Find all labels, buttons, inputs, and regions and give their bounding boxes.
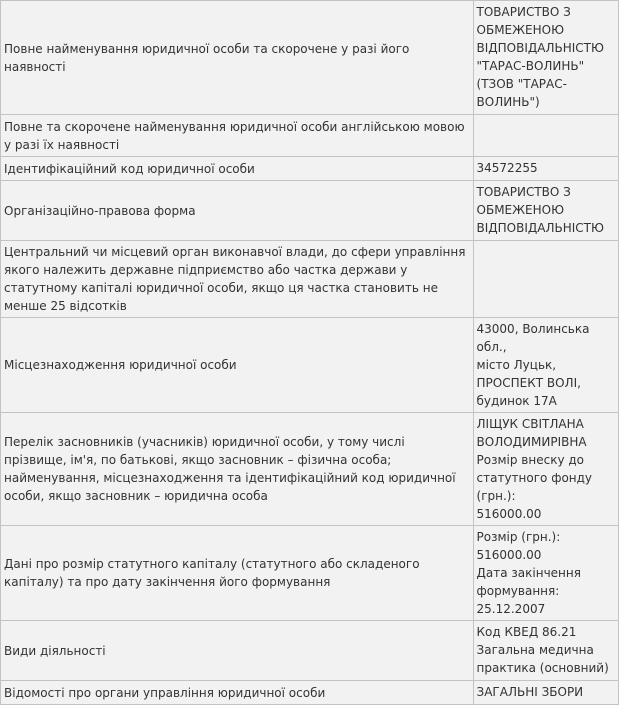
value-line: (ТЗОВ "ТАРАС- <box>476 77 567 91</box>
value-line: Загальна медична <box>476 643 594 657</box>
row-legal-form <box>1 181 619 241</box>
row-label: Повне найменування юридичної особи та скорочене у разі його наявності <box>1 1 474 115</box>
value-line: ОБМЕЖЕНОЮ <box>476 203 565 217</box>
value-line: формування: <box>476 584 560 598</box>
value-line: Розмір (грн.): 516000.00 <box>476 530 561 562</box>
row-value <box>473 621 618 681</box>
value-line: статутного фонду (грн.): <box>476 471 593 503</box>
value-line: 25.12.2007 <box>476 602 546 616</box>
value-line: практика (основний) <box>476 661 609 675</box>
row-value <box>473 526 618 621</box>
row-management-bodies <box>1 681 619 705</box>
value-line: ТОВАРИСТВО З <box>476 185 571 199</box>
value-line: ТОВАРИСТВО З <box>476 5 571 19</box>
value-line: ВОЛОДИМИРІВНА <box>476 435 587 449</box>
row-english-name <box>1 115 619 157</box>
row-governing-authority <box>1 241 619 318</box>
value-line: будинок 17А <box>476 394 557 408</box>
row-full-name <box>1 1 619 115</box>
row-value <box>473 115 618 157</box>
value-line: ОБМЕЖЕНОЮ <box>476 23 565 37</box>
value-line: ВОЛИНЬ") <box>476 95 540 109</box>
value-line: ВІДПОВІДАЛЬНІСТЮ <box>476 41 604 55</box>
row-label: Дані про розмір статутного капіталу (статутного або складеного капіталу) та про дату закінчення його формування <box>1 526 474 621</box>
value-line: ВІДПОВІДАЛЬНІСТЮ <box>476 221 604 235</box>
row-founders <box>1 413 619 526</box>
row-label: Перелік засновників (учасників) юридичної особи, у тому числі прізвище, ім'я, по батькові, якщо засновник – фізична особа; найменування, місцезнаходження та ідентифікаційний код юридичної особи, якщо засновник – юридична особа <box>1 413 474 526</box>
row-capital <box>1 526 619 621</box>
row-location <box>1 318 619 413</box>
value-line: ЛІЩУК СВІТЛАНА <box>476 417 584 431</box>
row-value <box>473 413 618 526</box>
value-line: 516000.00 <box>476 507 542 521</box>
value-line: Код КВЕД 86.21 <box>476 625 577 639</box>
value-line: "ТАРАС-ВОЛИНЬ" <box>476 59 585 73</box>
value-line: Дата закінчення <box>476 566 581 580</box>
row-label: Місцезнаходження юридичної особи <box>1 318 474 413</box>
row-label: Організаційно-правова форма <box>1 181 474 241</box>
row-value <box>473 181 618 241</box>
value-line: ЗАГАЛЬНІ ЗБОРИ <box>476 685 584 699</box>
row-label: Центральний чи місцевий орган виконавчої влади, до сфери управління якого належить державне підприємство або частка держави у статутному капіталі юридичної особи, якщо ця частка становить не менше 25 відсотків <box>1 241 474 318</box>
value-line: 34572255 <box>476 161 538 175</box>
value-line: Розмір внеску до <box>476 453 584 467</box>
row-value <box>473 157 618 181</box>
row-id-code <box>1 157 619 181</box>
row-label: Види діяльності <box>1 621 474 681</box>
row-value <box>473 681 618 705</box>
registry-table-body <box>1 1 619 705</box>
row-label: Повне та скорочене найменування юридичної особи англійською мовою у разі їх наявності <box>1 115 474 157</box>
row-label: Відомості про органи управління юридичної особи <box>1 681 474 705</box>
row-value <box>473 318 618 413</box>
row-value <box>473 1 618 115</box>
row-value <box>473 241 618 318</box>
value-line: місто Луцьк, <box>476 358 557 372</box>
value-line: ПРОСПЕКТ ВОЛІ, <box>476 376 581 390</box>
row-activities <box>1 621 619 681</box>
row-label: Ідентифікаційний код юридичної особи <box>1 157 474 181</box>
value-line: 43000, Волинська обл., <box>476 322 590 354</box>
